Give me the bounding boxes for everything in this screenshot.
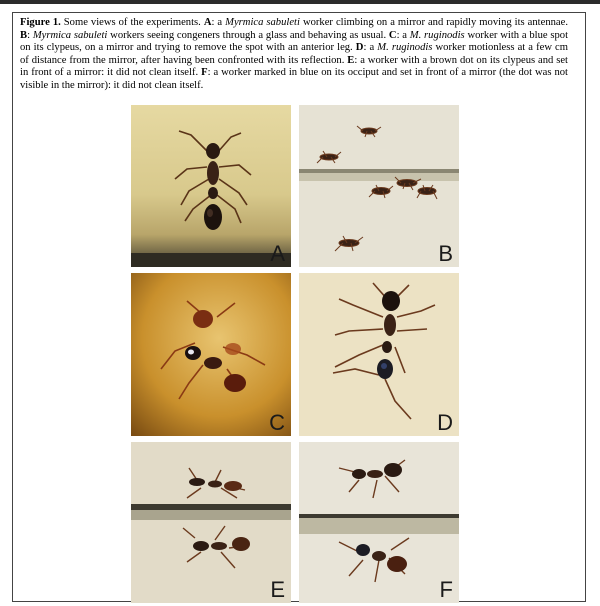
ant-photo-e [131, 442, 291, 603]
ant-photo-a [131, 105, 291, 267]
photo-panel-a [131, 105, 291, 267]
photo-panel-e [131, 442, 291, 603]
photo-panel-b [299, 105, 459, 267]
photo-panel-f [299, 442, 459, 603]
ant-photo-f [299, 442, 459, 603]
ant-photo-b [299, 105, 459, 267]
panel-label-e: E [270, 577, 285, 602]
photo-panel-c [131, 273, 291, 436]
panel-label-a: A [270, 241, 285, 266]
figure-label: Figure 1. [20, 17, 61, 28]
panel-label-c: C [269, 410, 285, 435]
ant-photo-c [131, 273, 291, 436]
panel-label-f: F [439, 577, 453, 602]
panel-label-b: B [438, 241, 453, 266]
figure-caption: Figure 1. Some views of the experiments. A: a Myrmica sabuleti worker climbing on a mirror and rapidly moving its antennae. B: Myrmica sabuleti workers seeing congeners through a glass and behaving as usual. C: a M. ruginodis worker with a blue spot on its clypeus, on a mirror and trying to remove the spot with an anterior leg. D: a M. ruginodis worker motionless at a few cm of distance from the mirror, after having been confronted with its reflection. E: a worker with a brown dot on its clypeus and set in front of a mirror: it did not clean itself. F: a worker marked in blue on its occiput and set in front of a mirror (the dot was not visible in the mirror): it did not clean itself. [20, 17, 569, 91]
top-bar [0, 0, 600, 4]
panel-label-d: D [437, 410, 453, 435]
photo-panel-d [299, 273, 459, 436]
ant-photo-d [299, 273, 459, 436]
